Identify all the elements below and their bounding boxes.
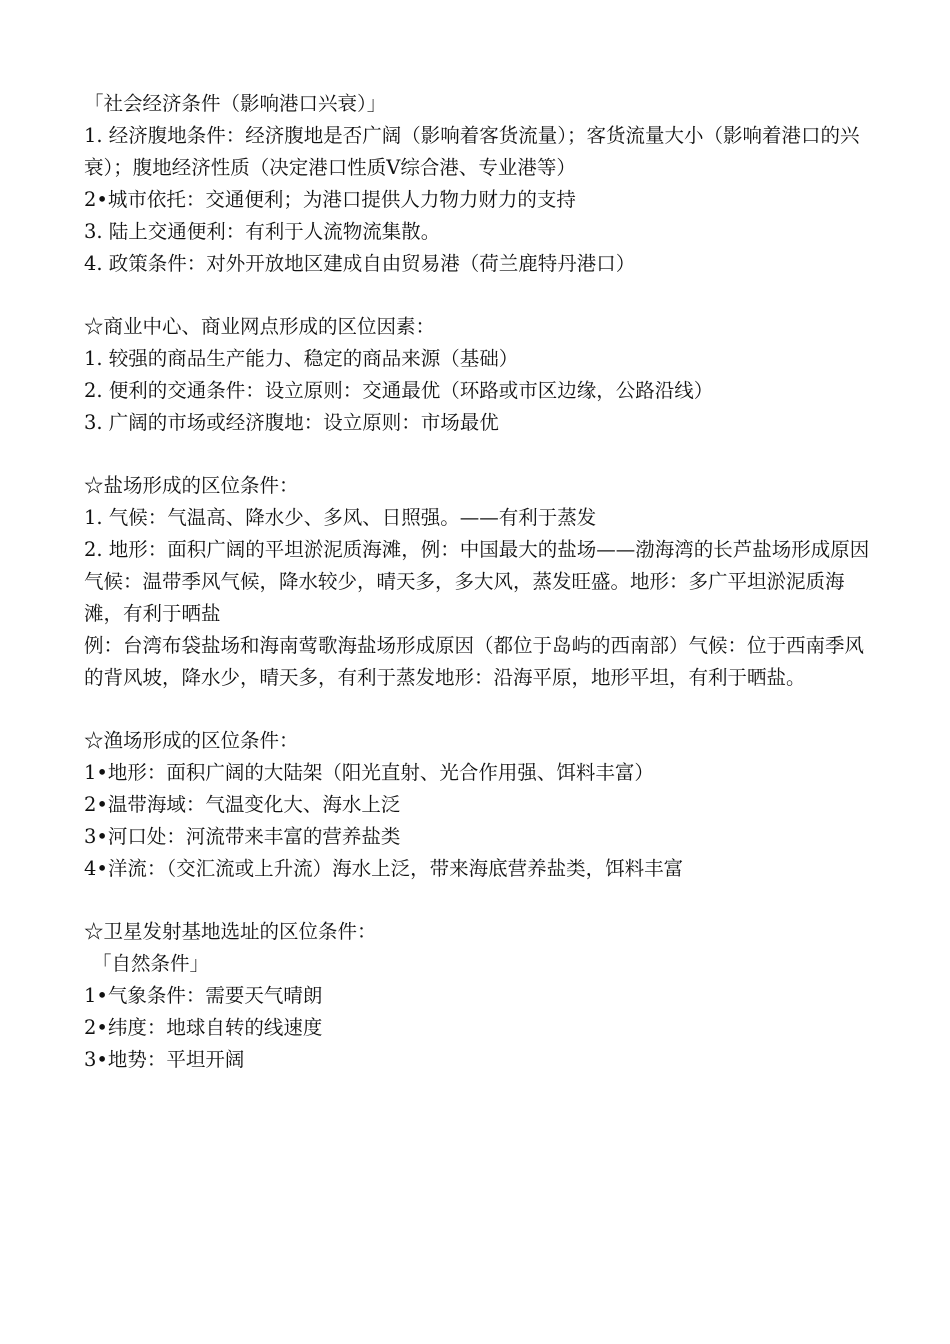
list-item: 2. 便利的交通条件：设立原则：交通最优（环路或市区边缘，公路沿线） xyxy=(84,379,714,402)
list-item: 1. 较强的商品生产能力、稳定的商品来源（基础） xyxy=(84,347,519,370)
spacer xyxy=(84,885,874,916)
spacer xyxy=(84,280,874,311)
list-item: 2•温带海域：气温变化大、海水上泛 xyxy=(84,793,401,816)
spacer xyxy=(84,694,874,725)
list-item: 3•河口处：河流带来丰富的营养盐类 xyxy=(84,825,401,848)
list-item: 1•地形：面积广阔的大陆架（阳光直射、光合作用强、饵料丰富） xyxy=(84,761,654,784)
document-page xyxy=(84,88,874,1076)
list-item: 1. 经济腹地条件：经济腹地是否广阔（影响着客货流量）；客货流量大小（影响着港口的兴衰）；腹地经济性质（决定港口性质V综合港、专业港等） xyxy=(84,124,860,179)
section-heading-commerce: ☆商业中心、商业网点形成的区位因素： xyxy=(84,315,436,338)
section-heading-port-economy: 「社会经济条件（影响港口兴衰）」 xyxy=(84,92,387,115)
list-item: 2. 地形：面积广阔的平坦淤泥质海滩，例：中国最大的盐场——渤海湾的长芦盐场形成原因 xyxy=(84,538,870,561)
list-item: 例：台湾布袋盐场和海南莺歌海盐场形成原因（都位于岛屿的西南部）气候：位于西南季风的背风坡，降水少，晴天多，有利于蒸发地形：沿海平原，地形平坦，有利于晒盐。 xyxy=(84,634,865,689)
list-item: 4. 政策条件：对外开放地区建成自由贸易港（荷兰鹿特丹港口） xyxy=(84,252,636,275)
list-item: 3. 广阔的市场或经济腹地：设立原则：市场最优 xyxy=(84,411,499,434)
list-item: 1•气象条件：需要天气晴朗 xyxy=(84,984,323,1007)
list-item: 2•城市依托：交通便利；为港口提供人力物力财力的支持 xyxy=(84,188,576,211)
list-item: 3•地势：平坦开阔 xyxy=(84,1048,245,1071)
list-item: 气候：温带季风气候，降水较少，晴天多，多大风，蒸发旺盛。地形：多广平坦淤泥质海滩，有利于晒盐 xyxy=(84,570,845,625)
list-item: 1. 气候：气温高、降水少、多风、日照强。——有利于蒸发 xyxy=(84,506,597,529)
list-item: 3. 陆上交通便利：有利于人流物流集散。 xyxy=(84,220,441,243)
list-item: 4•洋流：（交汇流或上升流）海水上泛，带来海底营养盐类，饵料丰富 xyxy=(84,857,684,880)
section-heading-salt-field: ☆盐场形成的区位条件： xyxy=(84,474,299,497)
section-heading-fishery: ☆渔场形成的区位条件： xyxy=(84,729,299,752)
spacer xyxy=(84,439,874,470)
list-item: 2•纬度：地球自转的线速度 xyxy=(84,1016,323,1039)
section-heading-launch-base: ☆卫星发射基地选址的区位条件： xyxy=(84,920,377,943)
section-subheading: 「自然条件」 xyxy=(92,952,210,975)
